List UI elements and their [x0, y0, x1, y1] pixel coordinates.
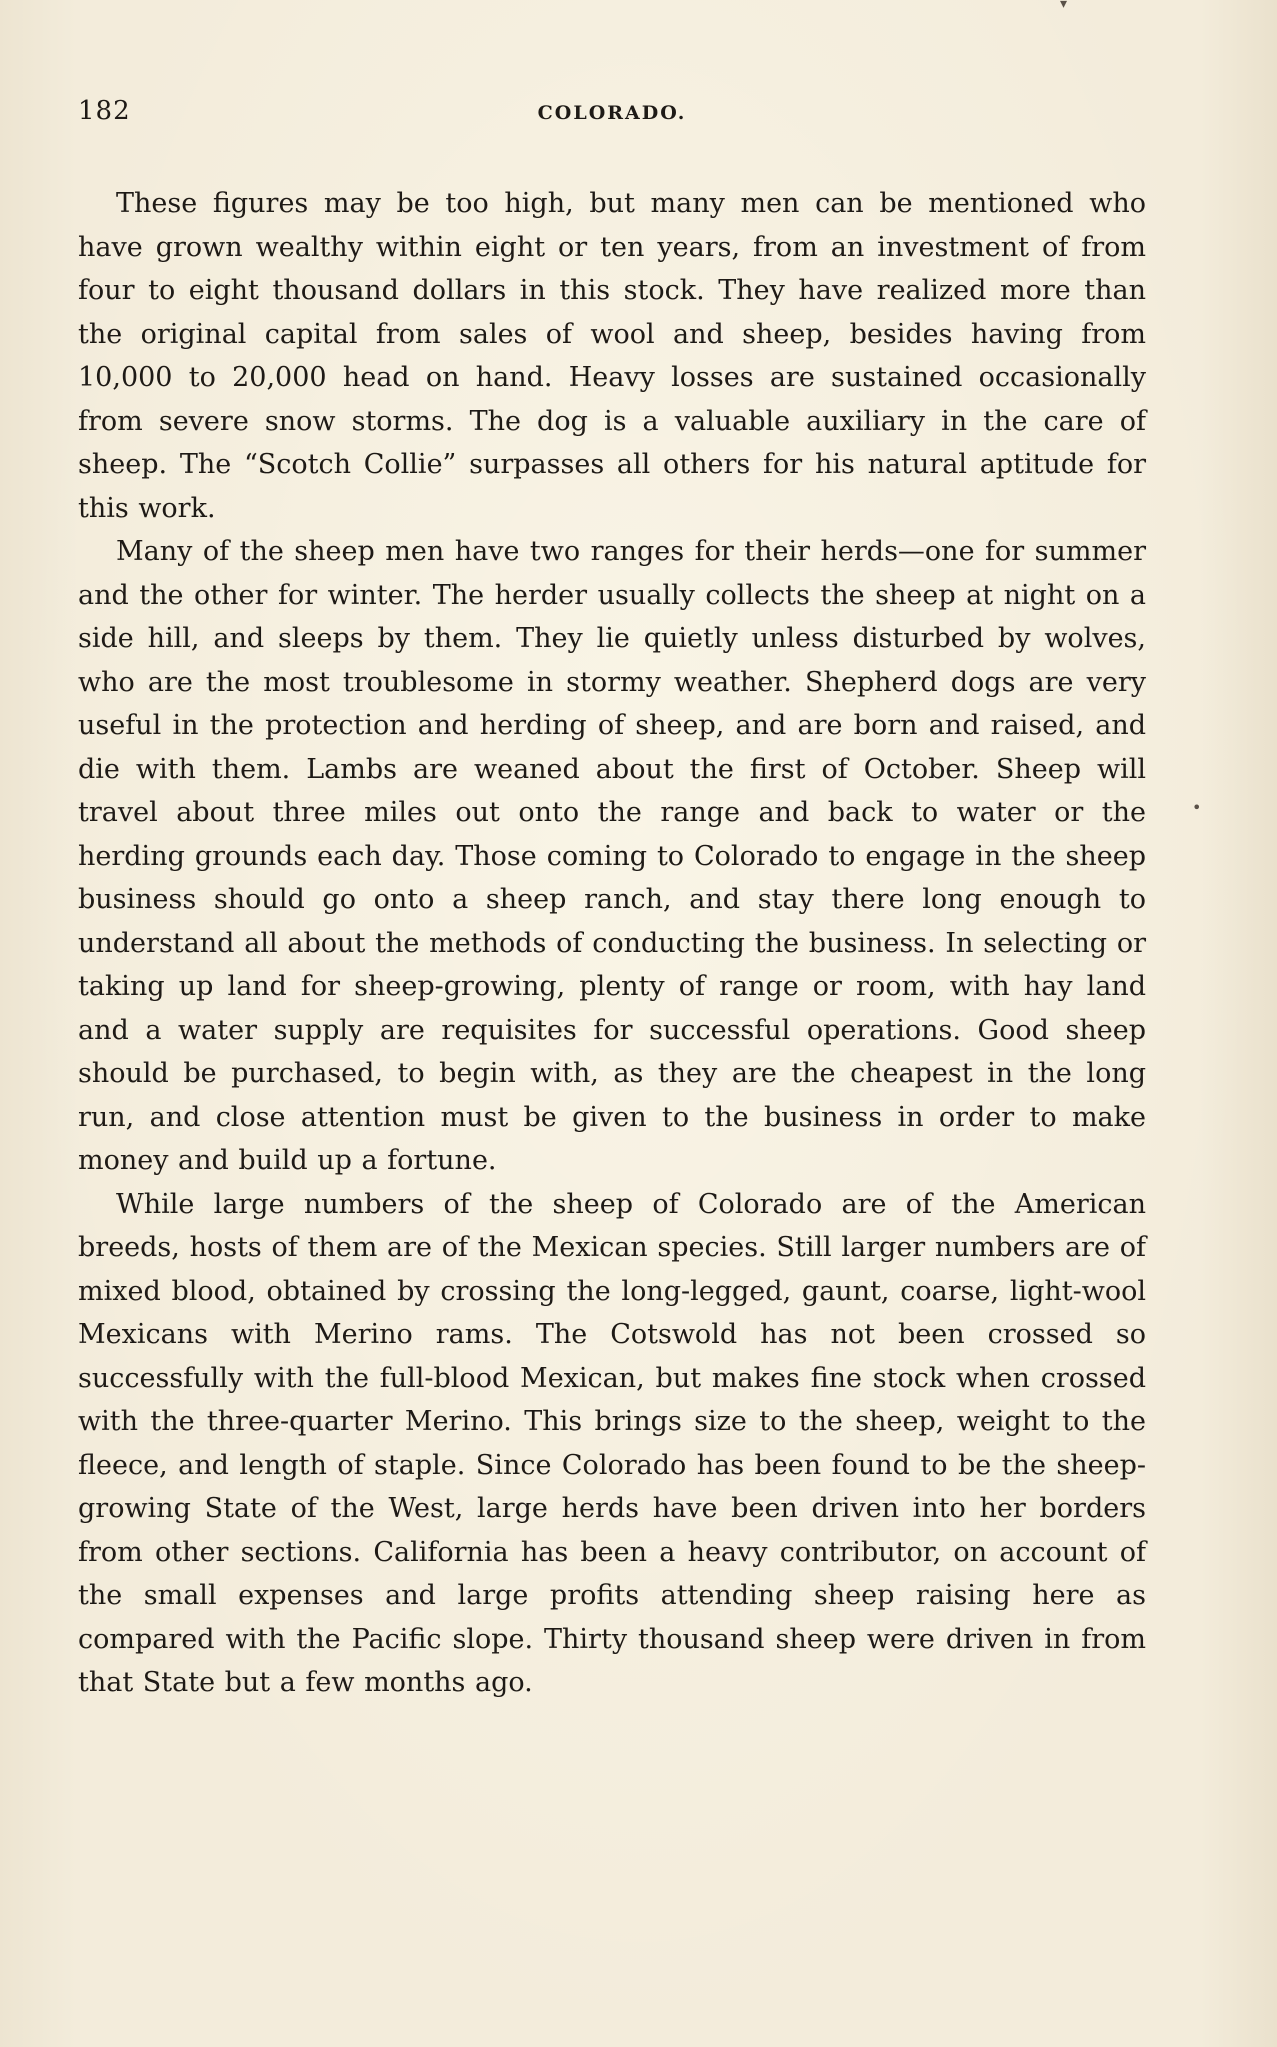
paragraph-1: These figures may be too high, but many men can be mentioned who have grown wealthy within eight or ten years, from an investment of from four to eight thousand dollars in this stock. They have realized more than the original capital from sales of wool and sheep, besides having from 10,000 to 20,000 head on hand. Heavy losses are sustained occasionally from severe snow storms. The dog is a valuable auxiliary in the care of sheep. The “Scotch Collie” surpasses all others for his natural aptitude for this work. — [78, 188, 1146, 524]
side-margin-dot: • — [1192, 798, 1202, 817]
page-number: 182 — [78, 96, 131, 126]
body-text — [78, 182, 1146, 1705]
paragraph-2: Many of the sheep men have two ranges for their herds—one for summer and the other for winter. The herder usually collects the sheep at night on a side hill, and sleeps by them. They lie quietly unless disturbed by wolves, who are the most troublesome in stormy weather. Shepherd dogs are very useful in the protection and herding of sheep, and are born and raised, and die with them. Lambs are weaned about the first of October. Sheep will travel about three miles out onto the range and back to water or the herding grounds each day. Those coming to Colorado to engage in the sheep business should go onto a sheep ranch, and stay there long enough to understand all about the methods of conducting the business. In selecting or taking up land for sheep-growing, plenty of range or room, with hay land and a water supply are requisites for successful operations. Good sheep should be purchased, to begin with, as they are the cheapest in the long run, and close attention must be given to the business in order to make money and build up a fortune. — [78, 536, 1146, 1176]
page-header — [78, 96, 1146, 136]
paragraph-3: While large numbers of the sheep of Colorado are of the American breeds, hosts of them are of the Mexican species. Still larger numbers are of mixed blood, obtained by crossing the long-legged, gaunt, coarse, light-wool Mexicans with Merino rams. The Cotswold has not been crossed so successfully with the full-blood Mexican, but makes fine stock when crossed with the three-quarter Merino. This brings size to the sheep, weight to the fleece, and length of staple. Since Colorado has been found to be the sheep-growing State of the West, large herds have been driven into her borders from other sections. California has been a heavy contributor, on account of the small expenses and large profits attending sheep raising here as compared with the Pacific slope. Thirty thousand sheep were driven in from that State but a few months ago. — [78, 1188, 1146, 1698]
top-margin-mark: ▾ — [1060, 0, 1068, 12]
running-title: COLORADO. — [537, 102, 687, 124]
